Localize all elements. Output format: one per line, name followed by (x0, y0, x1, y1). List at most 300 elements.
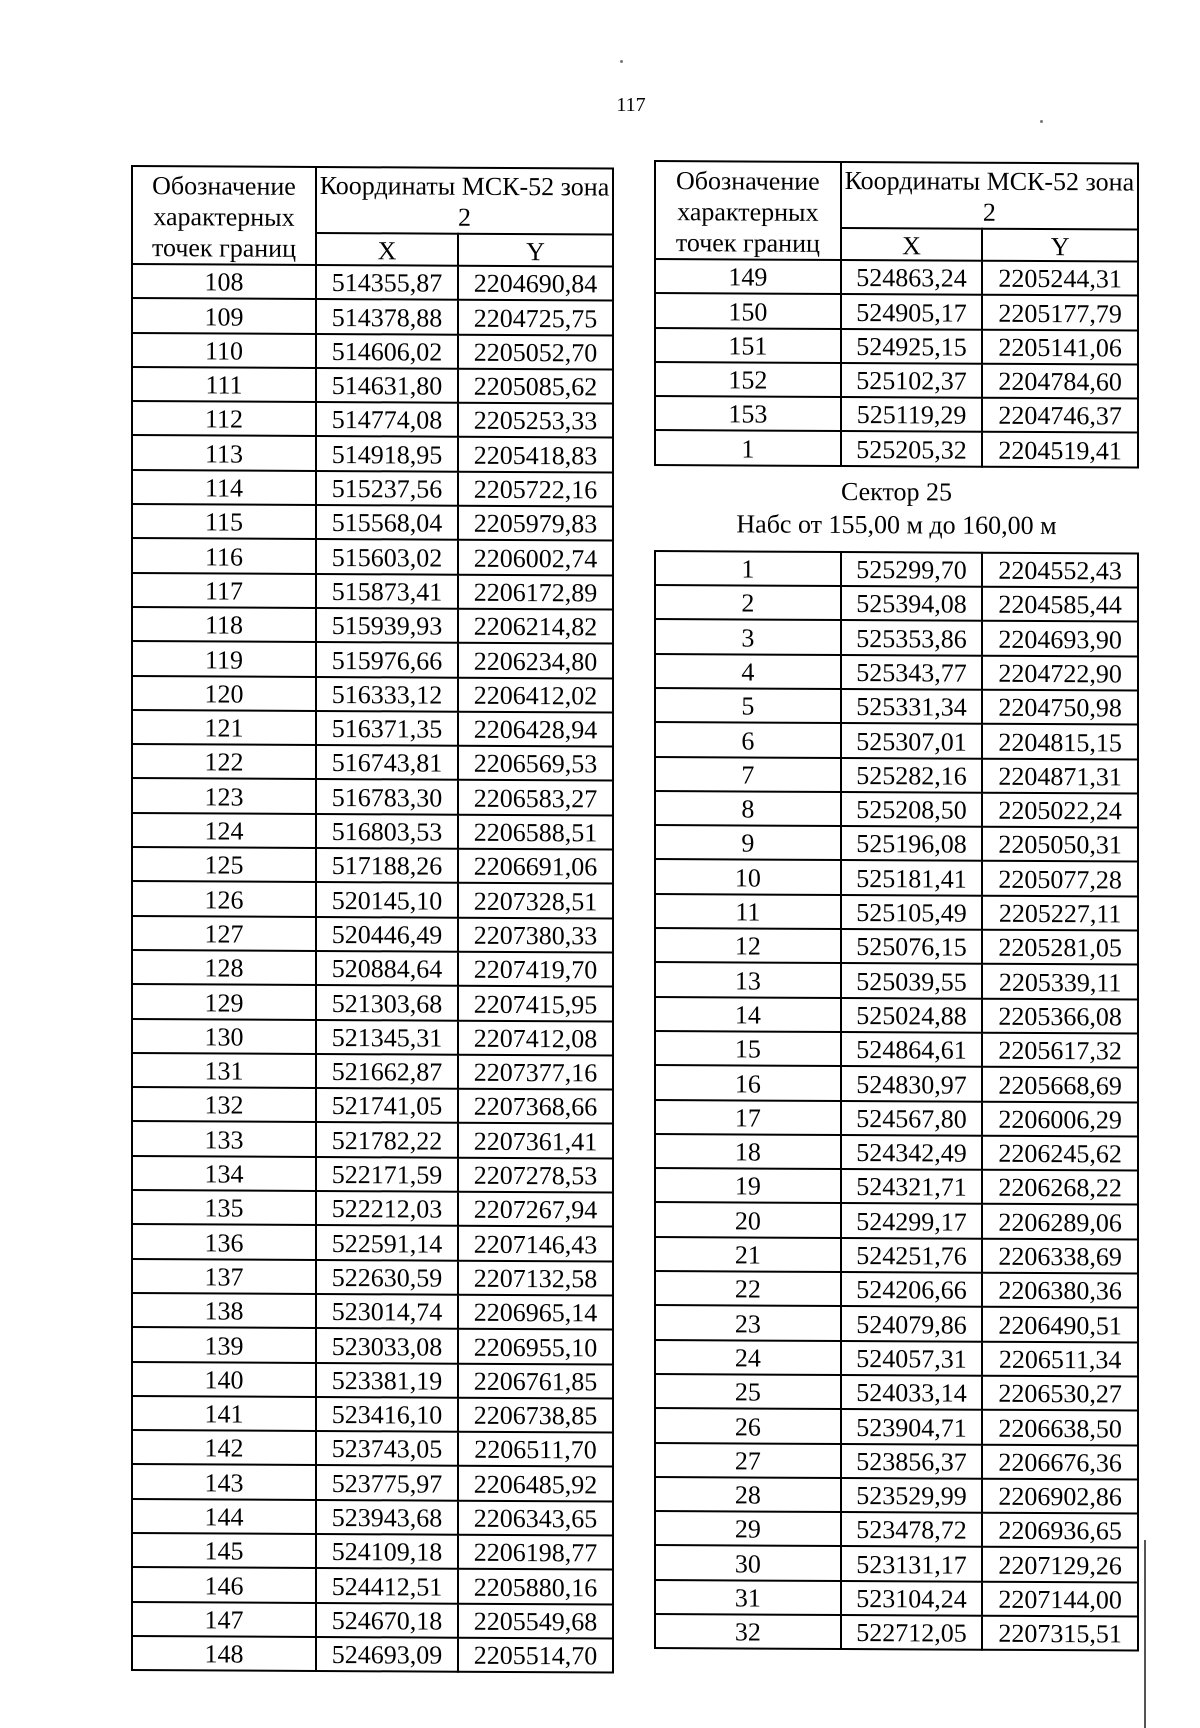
point-id-cell: 144 (132, 1499, 316, 1534)
point-id-cell: 5 (655, 688, 841, 723)
x-coordinate-cell: 525105,49 (841, 895, 983, 930)
x-coordinate-cell: 522712,05 (841, 1615, 983, 1650)
point-id-cell: 2 (655, 585, 841, 620)
table-row (655, 1545, 1138, 1582)
x-coordinate-cell: 514355,87 (316, 265, 458, 300)
y-coordinate-cell: 2207278,53 (458, 1157, 613, 1192)
y-coordinate-cell: 2207380,33 (458, 917, 613, 952)
point-id-cell: 152 (655, 362, 841, 397)
point-id-cell: 16 (655, 1065, 841, 1100)
y-coordinate-cell: 2206485,92 (458, 1466, 613, 1501)
x-coordinate-cell: 524033,14 (841, 1375, 983, 1410)
point-id-cell: 117 (132, 573, 316, 608)
table-row (655, 1134, 1138, 1171)
table-row (132, 1019, 613, 1056)
coordinates-table-right (654, 160, 1139, 1652)
y-coordinate-cell: 2206245,62 (982, 1136, 1138, 1171)
point-id-cell: 21 (655, 1237, 841, 1272)
x-coordinate-cell: 523416,10 (316, 1397, 458, 1432)
point-id-cell: 114 (132, 470, 316, 505)
table-row (655, 1443, 1138, 1480)
y-coordinate-cell: 2206172,89 (458, 574, 613, 609)
x-coordinate-cell: 523943,68 (316, 1500, 458, 1535)
table-row (655, 722, 1138, 759)
table-row (132, 264, 613, 301)
x-coordinate-cell: 525353,86 (841, 620, 983, 655)
point-id-cell: 147 (132, 1602, 316, 1637)
x-coordinate-cell: 524864,61 (841, 1032, 983, 1067)
x-coordinate-cell: 523904,71 (841, 1409, 983, 1444)
point-id-cell: 12 (655, 928, 841, 963)
table-row (132, 1087, 613, 1124)
x-coordinate-cell: 521782,22 (316, 1122, 458, 1157)
designation-header: Обозначение характерных точек границ (132, 166, 316, 265)
table-row (655, 894, 1138, 931)
point-id-cell: 1 (655, 430, 841, 465)
table-row (132, 881, 613, 918)
point-id-cell: 138 (132, 1293, 316, 1328)
table-row (655, 757, 1138, 794)
y-coordinate-cell: 2205052,70 (458, 334, 613, 369)
x-coordinate-cell: 524109,18 (316, 1534, 458, 1569)
point-id-cell: 133 (132, 1121, 316, 1156)
x-coordinate-cell: 514631,80 (316, 368, 458, 403)
table-row (655, 1511, 1138, 1548)
point-id-cell: 32 (655, 1614, 841, 1649)
x-coordinate-cell: 521741,05 (316, 1088, 458, 1123)
x-coordinate-cell: 523033,08 (316, 1328, 458, 1363)
x-coordinate-cell: 525282,16 (841, 758, 983, 793)
y-coordinate-cell: 2205085,62 (458, 369, 613, 404)
point-id-cell: 137 (132, 1259, 316, 1294)
point-id-cell: 127 (132, 916, 316, 951)
sector-height-range: Набс от 155,00 м до 160,00 м (736, 509, 1057, 540)
table-row (132, 950, 613, 987)
table-row (132, 847, 613, 884)
y-coordinate-cell: 2204519,41 (982, 432, 1138, 467)
point-id-cell: 121 (132, 710, 316, 745)
x-coordinate-cell: 514918,95 (316, 436, 458, 471)
page-number: 117 (616, 94, 646, 116)
y-coordinate-cell: 2206428,94 (458, 712, 613, 747)
table-row (655, 1340, 1138, 1377)
point-id-cell: 13 (655, 962, 841, 997)
y-coordinate-cell: 2205050,31 (982, 827, 1138, 862)
x-coordinate-cell: 524412,51 (316, 1568, 458, 1603)
x-coordinate-cell: 524567,80 (841, 1101, 983, 1136)
y-coordinate-cell: 2206569,53 (458, 746, 613, 781)
table-row (132, 607, 613, 644)
y-coordinate-cell: 2206198,77 (458, 1535, 613, 1570)
y-coordinate-cell: 2206490,51 (982, 1307, 1138, 1342)
table-row (132, 573, 613, 610)
point-id-cell: 134 (132, 1156, 316, 1191)
y-coordinate-cell: 2205722,16 (458, 471, 613, 506)
x-coordinate-cell: 514774,08 (316, 402, 458, 437)
x-coordinate-cell: 524079,86 (841, 1306, 983, 1341)
x-coordinate-cell: 523478,72 (841, 1512, 983, 1547)
table-row (655, 1202, 1138, 1239)
y-coordinate-cell: 2205617,32 (982, 1033, 1138, 1068)
point-id-cell: 9 (655, 825, 841, 860)
y-coordinate-cell: 2205979,83 (458, 506, 613, 541)
x-coordinate-cell: 515568,04 (316, 505, 458, 540)
x-coordinate-cell: 522212,03 (316, 1191, 458, 1226)
x-coordinate-cell: 525102,37 (841, 363, 983, 398)
x-coordinate-cell: 522591,14 (316, 1225, 458, 1260)
table-row (655, 654, 1138, 691)
x-coordinate-cell: 524863,24 (841, 260, 983, 295)
point-id-cell: 29 (655, 1511, 841, 1546)
point-id-cell: 26 (655, 1408, 841, 1443)
x-header: X (841, 228, 983, 261)
y-coordinate-cell: 2204585,44 (982, 587, 1138, 622)
x-coordinate-cell: 525024,88 (841, 998, 983, 1033)
y-coordinate-cell: 2206338,69 (982, 1238, 1138, 1273)
y-coordinate-cell: 2204693,90 (982, 621, 1138, 656)
y-coordinate-cell: 2206936,65 (982, 1513, 1138, 1548)
y-coordinate-cell: 2206268,22 (982, 1170, 1138, 1205)
y-coordinate-cell: 2206902,86 (982, 1479, 1138, 1514)
table-row (132, 1533, 613, 1570)
y-coordinate-cell: 2206738,85 (458, 1398, 613, 1433)
right-table-body-before (655, 259, 1138, 467)
point-id-cell: 118 (132, 607, 316, 642)
point-id-cell: 30 (655, 1545, 841, 1580)
x-coordinate-cell: 524670,18 (316, 1603, 458, 1638)
table-row (655, 293, 1138, 330)
y-coordinate-cell: 2205022,24 (982, 793, 1138, 828)
y-header: Y (458, 234, 613, 267)
y-coordinate-cell: 2207315,51 (982, 1616, 1138, 1651)
table-row (655, 619, 1138, 656)
point-id-cell: 124 (132, 813, 316, 848)
y-coordinate-cell: 2205141,06 (982, 329, 1138, 364)
x-coordinate-cell: 515237,56 (316, 471, 458, 506)
table-row (655, 997, 1138, 1034)
point-id-cell: 122 (132, 744, 316, 779)
point-id-cell: 140 (132, 1362, 316, 1397)
x-coordinate-cell: 523775,97 (316, 1465, 458, 1500)
table-row (132, 1293, 613, 1330)
y-coordinate-cell: 2205244,31 (982, 261, 1138, 296)
x-coordinate-cell: 523131,17 (841, 1546, 983, 1581)
x-coordinate-cell: 524925,15 (841, 329, 983, 364)
table-row (132, 710, 613, 747)
right-table-body-after (655, 551, 1138, 1651)
table-row (655, 791, 1138, 828)
table-row (132, 984, 613, 1021)
scan-speck (620, 60, 623, 63)
y-coordinate-cell: 2204552,43 (982, 553, 1138, 588)
point-id-cell: 120 (132, 676, 316, 711)
point-id-cell: 17 (655, 1100, 841, 1135)
y-coordinate-cell: 2204784,60 (982, 364, 1138, 399)
y-coordinate-cell: 2205418,83 (458, 437, 613, 472)
table-row (132, 1636, 613, 1673)
y-coordinate-cell: 2205281,05 (982, 930, 1138, 965)
y-coordinate-cell: 2205339,11 (982, 964, 1138, 999)
y-coordinate-cell: 2206234,80 (458, 643, 613, 678)
point-id-cell: 31 (655, 1580, 841, 1615)
x-coordinate-cell: 516803,53 (316, 814, 458, 849)
point-id-cell: 22 (655, 1271, 841, 1306)
x-coordinate-cell: 525196,08 (841, 826, 983, 861)
table-row (655, 1100, 1138, 1137)
x-coordinate-cell: 515976,66 (316, 642, 458, 677)
table-row (655, 1065, 1138, 1102)
x-coordinate-cell: 524830,97 (841, 1066, 983, 1101)
table-row (655, 859, 1138, 896)
y-coordinate-cell: 2206588,51 (458, 814, 613, 849)
table-row (132, 1121, 613, 1158)
x-coordinate-cell: 521345,31 (316, 1019, 458, 1054)
y-coordinate-cell: 2207412,08 (458, 1020, 613, 1055)
y-coordinate-cell: 2204725,75 (458, 300, 613, 335)
x-coordinate-cell: 523104,24 (841, 1581, 983, 1616)
y-coordinate-cell: 2204871,31 (982, 758, 1138, 793)
y-coordinate-cell: 2206511,70 (458, 1432, 613, 1467)
table-row (132, 333, 613, 370)
point-id-cell: 143 (132, 1464, 316, 1499)
y-coordinate-cell: 2206761,85 (458, 1363, 613, 1398)
y-header: Y (982, 229, 1138, 262)
x-coordinate-cell: 524342,49 (841, 1135, 983, 1170)
point-id-cell: 148 (132, 1636, 316, 1671)
point-id-cell: 3 (655, 619, 841, 654)
scan-speck (1040, 120, 1043, 123)
y-coordinate-cell: 2207377,16 (458, 1055, 613, 1090)
x-coordinate-cell: 522171,59 (316, 1157, 458, 1192)
x-coordinate-cell: 514606,02 (316, 334, 458, 369)
table-row (655, 1271, 1138, 1308)
table-row (132, 1430, 613, 1467)
y-coordinate-cell: 2206343,65 (458, 1500, 613, 1535)
table-row (132, 1396, 613, 1433)
y-coordinate-cell: 2205549,68 (458, 1603, 613, 1638)
table-row (132, 435, 613, 472)
table-row (655, 1305, 1138, 1342)
y-coordinate-cell: 2207361,41 (458, 1123, 613, 1158)
table-row (655, 1614, 1138, 1651)
table-row (132, 298, 613, 335)
designation-header: Обозначение характерных точек границ (655, 161, 841, 260)
y-coordinate-cell: 2206006,29 (982, 1101, 1138, 1136)
point-id-cell: 20 (655, 1202, 841, 1237)
point-id-cell: 146 (132, 1567, 316, 1602)
x-coordinate-cell: 517188,26 (316, 848, 458, 883)
point-id-cell: 153 (655, 396, 841, 431)
table-row (132, 1464, 613, 1501)
x-coordinate-cell: 524206,66 (841, 1272, 983, 1307)
x-coordinate-cell: 525181,41 (841, 860, 983, 895)
point-id-cell: 128 (132, 950, 316, 985)
table-row (655, 1237, 1138, 1274)
y-coordinate-cell: 2206583,27 (458, 780, 613, 815)
point-id-cell: 15 (655, 1031, 841, 1066)
point-id-cell: 119 (132, 641, 316, 676)
x-coordinate-cell: 520145,10 (316, 882, 458, 917)
point-id-cell: 149 (655, 259, 841, 294)
y-coordinate-cell: 2206380,36 (982, 1273, 1138, 1308)
x-coordinate-cell: 523014,74 (316, 1294, 458, 1329)
table-row (132, 401, 613, 438)
table-row (132, 367, 613, 404)
table-row (132, 641, 613, 678)
table-row (655, 1477, 1138, 1514)
point-id-cell: 115 (132, 504, 316, 539)
x-coordinate-cell: 520884,64 (316, 951, 458, 986)
x-coordinate-cell: 525208,50 (841, 792, 983, 827)
coordinates-table-left (131, 165, 614, 1674)
x-coordinate-cell: 516333,12 (316, 677, 458, 712)
x-header: X (316, 233, 458, 266)
point-id-cell: 116 (132, 538, 316, 573)
y-coordinate-cell: 2204815,15 (982, 724, 1138, 759)
x-coordinate-cell: 525331,34 (841, 689, 983, 724)
table-row (132, 744, 613, 781)
table-row (655, 962, 1138, 999)
y-coordinate-cell: 2206965,14 (458, 1295, 613, 1330)
y-coordinate-cell: 2204690,84 (458, 266, 613, 301)
point-id-cell: 10 (655, 859, 841, 894)
x-coordinate-cell: 515939,93 (316, 608, 458, 643)
y-coordinate-cell: 2205253,33 (458, 403, 613, 438)
y-coordinate-cell: 2207146,43 (458, 1226, 613, 1261)
point-id-cell: 24 (655, 1340, 841, 1375)
point-id-cell: 126 (132, 881, 316, 916)
point-id-cell: 136 (132, 1224, 316, 1259)
point-id-cell: 113 (132, 435, 316, 470)
point-id-cell: 110 (132, 333, 316, 368)
point-id-cell: 112 (132, 401, 316, 436)
point-id-cell: 108 (132, 264, 316, 299)
x-coordinate-cell: 524299,17 (841, 1203, 983, 1238)
sector-title: Сектор 25 (840, 476, 952, 507)
y-coordinate-cell: 2206412,02 (458, 677, 613, 712)
table-row (655, 585, 1138, 622)
y-coordinate-cell: 2206289,06 (982, 1204, 1138, 1239)
point-id-cell: 6 (655, 722, 841, 757)
x-coordinate-cell: 525299,70 (841, 552, 983, 587)
y-coordinate-cell: 2205366,08 (982, 998, 1138, 1033)
x-coordinate-cell: 525394,08 (841, 586, 983, 621)
point-id-cell: 129 (132, 984, 316, 1019)
table-row (655, 825, 1138, 862)
y-coordinate-cell: 2206214,82 (458, 609, 613, 644)
point-id-cell: 150 (655, 293, 841, 328)
table-row (655, 1374, 1138, 1411)
table-row (655, 396, 1138, 433)
table-row (655, 362, 1138, 399)
y-coordinate-cell: 2205880,16 (458, 1569, 613, 1604)
point-id-cell: 23 (655, 1305, 841, 1340)
x-coordinate-cell: 525076,15 (841, 929, 983, 964)
table-row (132, 538, 613, 575)
point-id-cell: 135 (132, 1190, 316, 1225)
x-coordinate-cell: 520446,49 (316, 917, 458, 952)
point-id-cell: 123 (132, 778, 316, 813)
coordinates-header: Координаты МСК-52 зона 2 (841, 162, 1138, 230)
table-row (132, 1053, 613, 1090)
x-coordinate-cell: 525039,55 (841, 963, 983, 998)
y-coordinate-cell: 2207419,70 (458, 952, 613, 987)
table-row (132, 1362, 613, 1399)
table-row (132, 470, 613, 507)
y-coordinate-cell: 2207267,94 (458, 1192, 613, 1227)
point-id-cell: 4 (655, 654, 841, 689)
x-coordinate-cell: 524693,09 (316, 1637, 458, 1672)
x-coordinate-cell: 525205,32 (841, 431, 983, 466)
table-row (655, 1580, 1138, 1617)
y-coordinate-cell: 2206638,50 (982, 1410, 1138, 1445)
y-coordinate-cell: 2207129,26 (982, 1547, 1138, 1582)
point-id-cell: 130 (132, 1019, 316, 1054)
table-row (132, 1602, 613, 1639)
scan-edge-line (1144, 1540, 1146, 1728)
y-coordinate-cell: 2204746,37 (982, 398, 1138, 433)
table-row (655, 1031, 1138, 1068)
point-id-cell: 19 (655, 1168, 841, 1203)
y-coordinate-cell: 2205514,70 (458, 1638, 613, 1673)
left-table-body (132, 264, 613, 1673)
x-coordinate-cell: 516783,30 (316, 779, 458, 814)
y-coordinate-cell: 2204750,98 (982, 690, 1138, 725)
table-row (655, 928, 1138, 965)
table-row (132, 1327, 613, 1364)
x-coordinate-cell: 525119,29 (841, 397, 983, 432)
point-id-cell: 7 (655, 757, 841, 792)
point-id-cell: 145 (132, 1533, 316, 1568)
table-row (132, 1499, 613, 1536)
table-row (655, 688, 1138, 725)
x-coordinate-cell: 523743,05 (316, 1431, 458, 1466)
x-coordinate-cell: 523529,99 (841, 1478, 983, 1513)
x-coordinate-cell: 524321,71 (841, 1169, 983, 1204)
y-coordinate-cell: 2207132,58 (458, 1260, 613, 1295)
point-id-cell: 125 (132, 847, 316, 882)
x-coordinate-cell: 524057,31 (841, 1341, 983, 1376)
x-coordinate-cell: 515603,02 (316, 539, 458, 574)
sector-block (655, 465, 1138, 554)
point-id-cell: 132 (132, 1087, 316, 1122)
point-id-cell: 25 (655, 1374, 841, 1409)
x-coordinate-cell: 516371,35 (316, 711, 458, 746)
table-row (132, 778, 613, 815)
point-id-cell: 28 (655, 1477, 841, 1512)
y-coordinate-cell: 2207368,66 (458, 1089, 613, 1124)
x-coordinate-cell: 523856,37 (841, 1443, 983, 1478)
table-row (132, 916, 613, 953)
x-coordinate-cell: 525307,01 (841, 723, 983, 758)
table-row (132, 813, 613, 850)
point-id-cell: 109 (132, 298, 316, 333)
point-id-cell: 14 (655, 997, 841, 1032)
x-coordinate-cell: 515873,41 (316, 574, 458, 609)
point-id-cell: 131 (132, 1053, 316, 1088)
x-coordinate-cell: 521662,87 (316, 1054, 458, 1089)
x-coordinate-cell: 525343,77 (841, 655, 983, 690)
point-id-cell: 139 (132, 1327, 316, 1362)
x-coordinate-cell: 524251,76 (841, 1238, 983, 1273)
y-coordinate-cell: 2205077,28 (982, 861, 1138, 896)
coordinates-header: Координаты МСК-52 зона 2 (316, 167, 613, 235)
y-coordinate-cell: 2206002,74 (458, 540, 613, 575)
y-coordinate-cell: 2205177,79 (982, 295, 1138, 330)
table-row (132, 1190, 613, 1227)
y-coordinate-cell: 2206691,06 (458, 849, 613, 884)
table-row (655, 328, 1138, 365)
